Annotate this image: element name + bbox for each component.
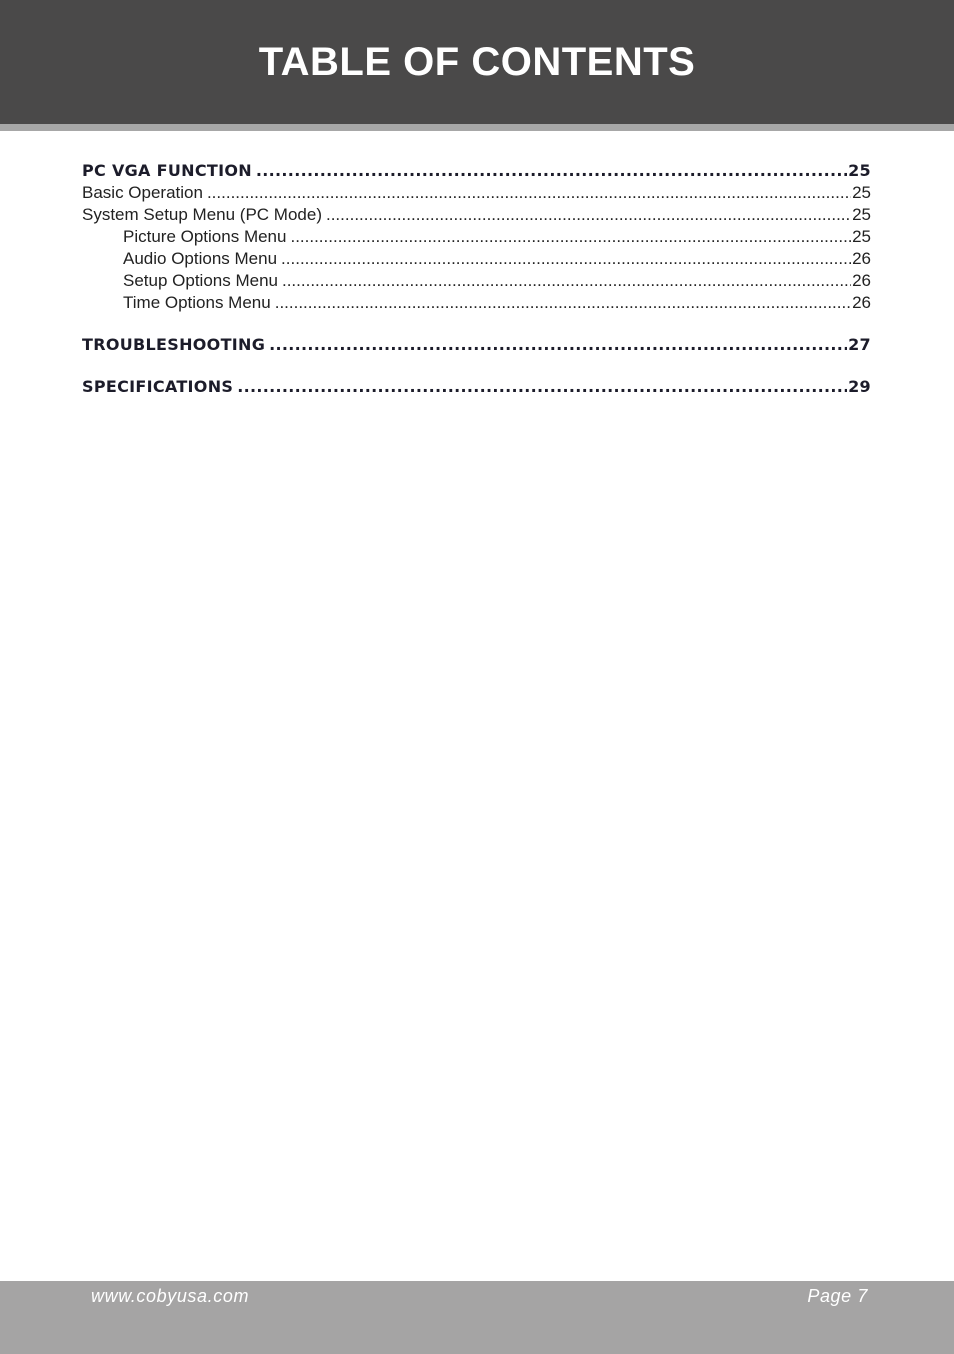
- toc-entry-page: 29: [848, 377, 871, 396]
- toc-entry-label: SPECIFICATIONS: [82, 377, 234, 396]
- toc-entry-label: Setup Options Menu: [123, 271, 278, 290]
- toc-entry-page: 26: [852, 271, 871, 290]
- toc-dot-leader: [256, 160, 847, 182]
- toc-dot-leader: [326, 204, 851, 226]
- toc-entry-setup-options-menu[interactable]: [82, 270, 871, 292]
- toc-entry-basic-operation[interactable]: [82, 182, 871, 204]
- toc-entry-label: Time Options Menu: [123, 293, 271, 312]
- toc-dot-leader: [269, 334, 847, 356]
- toc-dot-leader: [237, 376, 847, 398]
- toc-entry-page: 25: [852, 227, 871, 246]
- toc-entry-audio-options-menu[interactable]: [82, 248, 871, 270]
- table-of-contents: [82, 160, 871, 398]
- toc-entry-label: TROUBLESHOOTING: [82, 335, 266, 354]
- toc-entry-time-options-menu[interactable]: [82, 292, 871, 314]
- toc-entry-system-setup-menu[interactable]: [82, 204, 871, 226]
- footer-website-link[interactable]: www.cobyusa.com: [91, 1286, 250, 1306]
- toc-entry-page: 25: [852, 205, 871, 224]
- toc-entry-page: 25: [848, 161, 871, 180]
- toc-dot-leader: [275, 292, 851, 314]
- toc-entry-picture-options-menu[interactable]: [82, 226, 871, 248]
- toc-entry-label: Audio Options Menu: [123, 249, 278, 268]
- toc-entry-page: 26: [852, 293, 871, 312]
- toc-entry-label: System Setup Menu (PC Mode): [82, 205, 322, 224]
- toc-entry-page: 25: [852, 183, 871, 202]
- toc-entry-label: Picture Options Menu: [123, 227, 287, 246]
- toc-dot-leader: [290, 226, 851, 248]
- footer-page-number: Page 7: [807, 1286, 868, 1306]
- toc-dot-leader: [207, 182, 851, 204]
- page-title: TABLE OF CONTENTS: [258, 40, 696, 84]
- toc-dot-leader: [281, 248, 851, 270]
- toc-entry-page: 27: [848, 335, 871, 354]
- toc-entry-label: PC VGA FUNCTION: [82, 161, 252, 180]
- toc-entry-page: 26: [852, 249, 871, 268]
- toc-entry-specifications[interactable]: [82, 376, 871, 398]
- toc-entry-troubleshooting[interactable]: [82, 334, 871, 356]
- toc-dot-leader: [282, 270, 851, 292]
- toc-entry-label: Basic Operation: [82, 183, 203, 202]
- header-divider: [0, 124, 954, 131]
- toc-entry-pc-vga-function[interactable]: [82, 160, 871, 182]
